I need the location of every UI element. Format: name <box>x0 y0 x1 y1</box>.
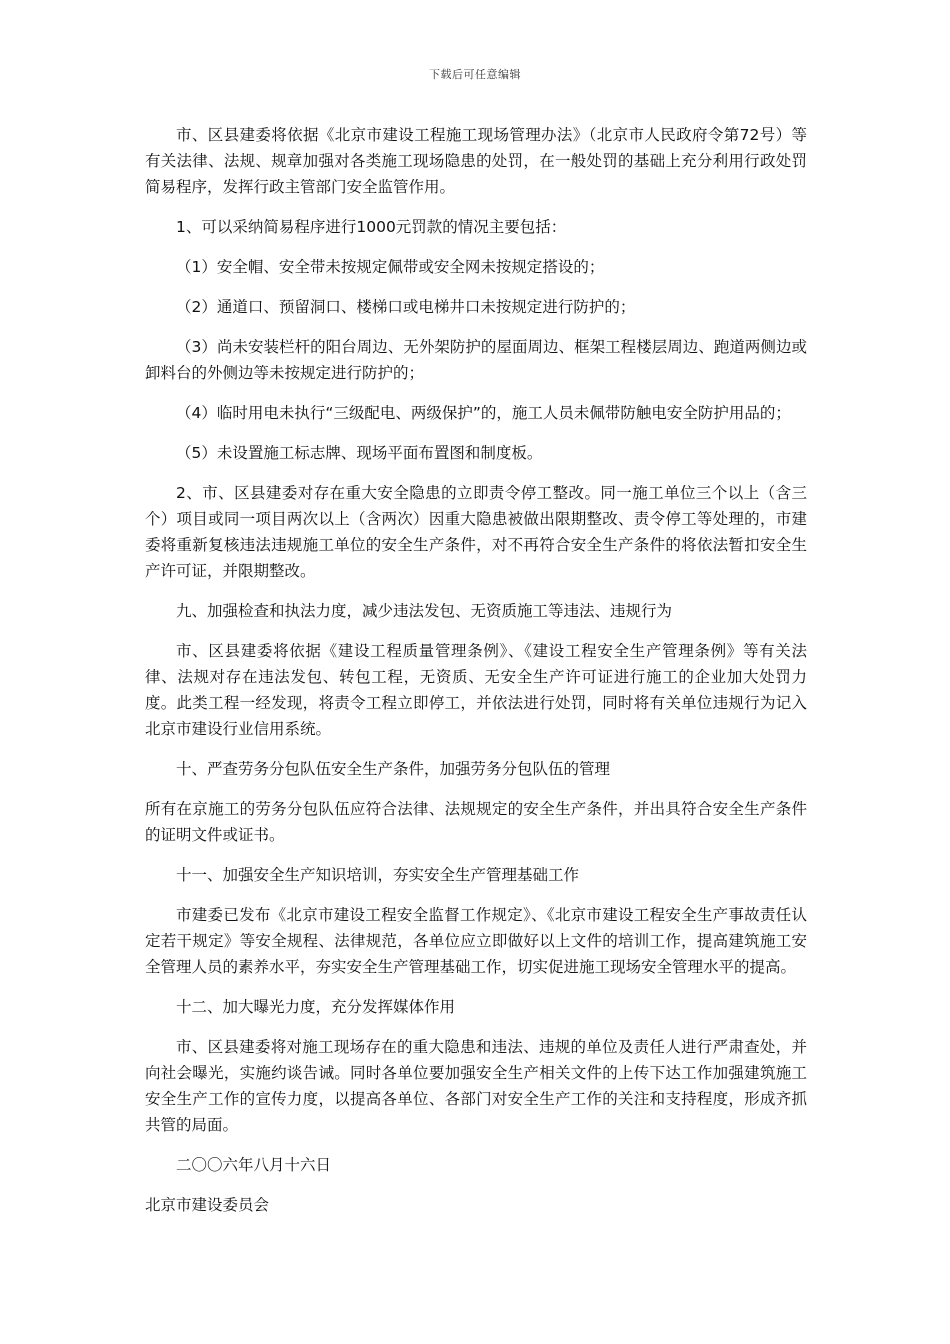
list-item-5: （5）未设置施工标志牌、现场平面布置图和制度板。 <box>176 444 543 462</box>
section-heading-9: 九、加强检查和执法力度，减少违法发包、无资质施工等违法、违规行为 <box>176 602 673 620</box>
list-item-4: （4）临时用电未执行“三级配电、两级保护”的，施工人员未佩带防触电安全防护用品的； <box>176 404 791 422</box>
list-item-2: （2）通道口、预留洞口、楼梯口或电梯井口未按规定进行防护的； <box>176 298 636 316</box>
header-note: 下载后可任意编辑 <box>429 68 521 81</box>
paragraph-section-12: 市、区县建委将对施工现场存在的重大隐患和违法、违规的单位及责任人进行严肃查处，并向社会曝光，实施约谈告诫。同时各单位要加强安全生产相关文件的上传下达工作加强建筑施工安全生产工作的宣传力度，以提高各单位、各部门对安全生产工作的关注和支持程度，形成齐抓共管的局面。 <box>145 1038 807 1134</box>
section-heading-11: 十一、加强安全生产知识培训，夯实安全生产管理基础工作 <box>176 866 580 884</box>
list-item-3: （3）尚未安装栏杆的阳台周边、无外架防护的屋面周边、框架工程楼层周边、跑道两侧边或卸料台的外侧边等未按规定进行防护的； <box>145 338 807 382</box>
list-item-1: （1）安全帽、安全带未按规定佩带或安全网未按规定搭设的； <box>176 258 605 276</box>
document-date: 二〇〇六年八月十六日 <box>176 1156 332 1174</box>
paragraph-section-10: 所有在京施工的劳务分包队伍应符合法律、法规规定的安全生产条件，并出具符合安全生产条件的证明文件或证书。 <box>145 800 807 844</box>
issuing-authority: 北京市建设委员会 <box>145 1196 270 1214</box>
document-body <box>145 122 807 1232</box>
paragraph-stop-work: 2、市、区县建委对存在重大安全隐患的立即责令停工整改。同一施工单位三个以上（含三个）项目或同一项目两次以上（含两次）因重大隐患被做出限期整改、责令停工等处理的，市建委将重新复核违法违规施工单位的安全生产条件，对不再符合安全生产条件的将依法暂扣安全生产许可证，并限期整改。 <box>145 484 807 580</box>
paragraph-section-11: 市建委已发布《北京市建设工程安全监督工作规定》、《北京市建设工程安全生产事故责任认定若干规定》等安全规程、法律规范，各单位应立即做好以上文件的培训工作，提高建筑施工安全管理人员的素养水平，夯实安全生产管理基础工作，切实促进施工现场安全管理水平的提高。 <box>145 906 807 976</box>
section-heading-12: 十二、加大曝光力度，充分发挥媒体作用 <box>176 998 456 1016</box>
section-heading-10: 十、严查劳务分包队伍安全生产条件，加强劳务分包队伍的管理 <box>176 760 611 778</box>
paragraph-simple-procedure-heading: 1、可以采纳简易程序进行1000元罚款的情况主要包括： <box>176 218 567 236</box>
paragraph-section-9: 市、区县建委将依据《建设工程质量管理条例》、《建设工程安全生产管理条例》等有关法律、法规对存在违法发包、转包工程，无资质、无安全生产许可证进行施工的企业加大处罚力度。此类工程一经发现，将责令工程立即停工，并依法进行处罚，同时将有关单位违规行为记入北京市建设行业信用系统。 <box>145 642 807 738</box>
paragraph-penalty-basis: 市、区县建委将依据《北京市建设工程施工现场管理办法》（北京市人民政府令第72号）等有关法律、法规、规章加强对各类施工现场隐患的处罚，在一般处罚的基础上充分利用行政处罚简易程序，发挥行政主管部门安全监管作用。 <box>145 126 807 196</box>
